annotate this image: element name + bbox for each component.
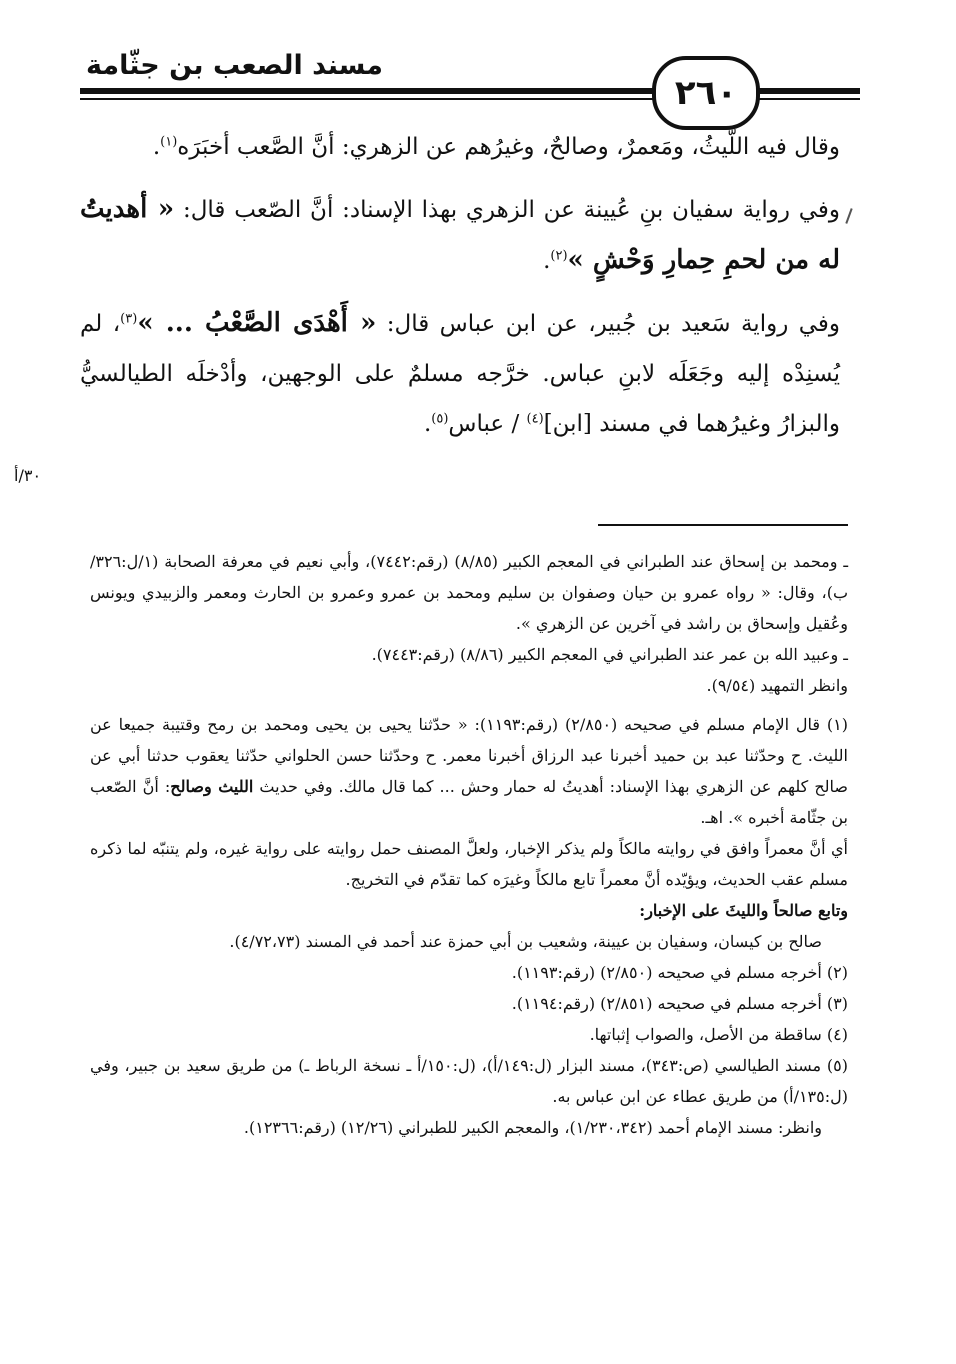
footnote-1-heading (90, 895, 848, 926)
footnote-3: (٣) أخرجه مسلم في صحيحه (٢/٨٥١) (رقم:١١٩٤). (511, 994, 848, 1013)
footnote-ref-5[interactable]: (٥) (431, 411, 449, 427)
paragraph-3-text-c: / عباس (448, 411, 527, 437)
footnote-5-see-also: وانظر: مسند الإمام أحمد (١/٢٣٠،٣٤٢)، والمعجم الكبير للطبراني (١٢/٢٦) (رقم:١٢٣٦٦). (243, 1118, 822, 1137)
footnote-continued-1: ـ ومحمد بن إسحاق عند الطبراني في المعجم الكبير (٨/٨٥) (رقم:٧٤٤٢)، وأبي نعيم في معرفة الصحابة (١/ل:٣٢٦/ب)، وقال: « رواه عمرو بن حيان وصفوان بن سليم ومحمد بن عمرو وعمرو بن الحارث ومعمر والزبيدي ويونس وعُقيل وإسحاق بن راشد في آخرين عن الزهري ». (90, 552, 849, 633)
paragraph-2 (80, 184, 840, 286)
running-title: مسند الصعب بن جثّامة (86, 50, 383, 81)
footnote-4: (٤) ساقطة من الأصل، والصواب إثباتها. (589, 1025, 848, 1044)
page-header (80, 40, 860, 113)
footnote-1-text-b: : أنَّ الصّعب بن جثّامة أخبره ». اهـ. (90, 777, 848, 827)
paragraph-2-text: وفي رواية سفيان بنِ عُيينة عن الزهري بهذا الإسناد: أنَّ الصّعب قال: (182, 197, 841, 223)
main-text (80, 122, 840, 461)
paragraph-3-text-a: وفي رواية سَعيد بن جُبير، عن ابن عباس قال: (376, 311, 840, 337)
paragraph-3 (80, 298, 840, 449)
footnote-continued-2: ـ وعبيد الله بن عمر عند الطبراني في المعجم الكبير (٨/٨٦) (رقم:٧٤٤٣). (371, 645, 848, 664)
footnote-continued-3: وانظر التمهيد (٩/٥٤). (706, 676, 848, 695)
footnote-1-comment: أي أنَّ معمراً وافق في روايته مالكاً ولم يذكر الإخبار، ولعلَّ المصنف حمل روايته على رواية غيره، ولم يتنبّه لما ذكره مسلم عقب الحديث، ويؤيّده أنَّ معمراً تابع مالكاً وغيرَه كما تقدّم في التخريج. (90, 839, 849, 889)
footnote-1-bold: الليث وصالح (170, 777, 254, 796)
footnote-ref-3[interactable]: (٣) (120, 311, 138, 327)
paragraph-2-end: . (543, 248, 551, 274)
footnote-ref-2[interactable]: (٢) (550, 248, 568, 264)
footnote-1-heading-text: وتابع صالحاً والليثَ على الإخبار: (639, 901, 848, 920)
footnote-1 (90, 709, 848, 833)
footnotes (90, 546, 848, 1143)
page-number: ٢٦٠ (652, 56, 760, 130)
paragraph-1-end: . (152, 134, 161, 160)
paragraph-3-end: . (423, 411, 432, 437)
footnote-2: (٢) أخرجه مسلم في صحيحه (٢/٨٥٠) (رقم:١١٩٣). (511, 963, 848, 982)
footnote-1-text: (١) قال الإمام مسلم في صحيحه (٢/٨٥٠) (رقم:١١٩٣): « حدّثنا يحيى بن يحيى ومحمد بن رمح وقتيبة جميعا عن الليث. ح وحدّثنا عبد بن حميد أخبرنا عبد الرزاق أخبرنا معمر. ح وحدّثنا حسن الحلواني حدّثنا يعقوب حدثنا أبي عن صالح كلهم عن الزهري بهذا الإسناد: أهديتُ له حمار وحش ... كما قال مالك. وفي حديث (90, 715, 849, 796)
paragraph-3-text-b: ، لم يُسنِدْه إليه وجَعَلَه لابنِ عباس. خرَّجه مسلمٌ على الوجهين، وأدْخلَه الطيالسيُّ والبزارُ وغيرُهما في مسند [ابن] (80, 311, 840, 437)
manuscript-folio-note: ٣٠/أ (14, 466, 42, 485)
quote-hadith-2: « أَهْدَى الصَّعْبُ ... » (137, 308, 377, 338)
footnote-5: (٥) مسند الطيالسي (ص:٣٤٣)، مسند البزار (ل:١٤٩/أ)، (ل:١٥٠/أ ـ نسخة الرباط ـ) من طريق سعيد بن جبير، وفي (ل:١٣٥/أ) من طريق عطاء عن ابن عباس به. (90, 1056, 849, 1106)
footnote-ref-1[interactable]: (١) (160, 134, 178, 150)
quote-hadith-1: « أهديتُ له من لحمِ حِمارِ وَحْشٍ » (80, 194, 840, 275)
paragraph-1 (80, 122, 840, 172)
margin-tick-mark (845, 208, 852, 224)
paragraph-1-text: وقال فيه اللّيثُ، ومَعمرٌ، وصالحٌ، وغيرُهم عن الزهري: أنَّ الصَّعب أخبَرَه (177, 134, 840, 160)
footnote-ref-4[interactable]: (٤) (526, 411, 544, 427)
footnote-separator (598, 524, 848, 526)
footnote-1-followers: صالح بن كيسان، وسفيان بن عيينة، وشعيب بن أبي حمزة عند أحمد في المسند (٤/٧٢،٧٣). (229, 932, 822, 951)
